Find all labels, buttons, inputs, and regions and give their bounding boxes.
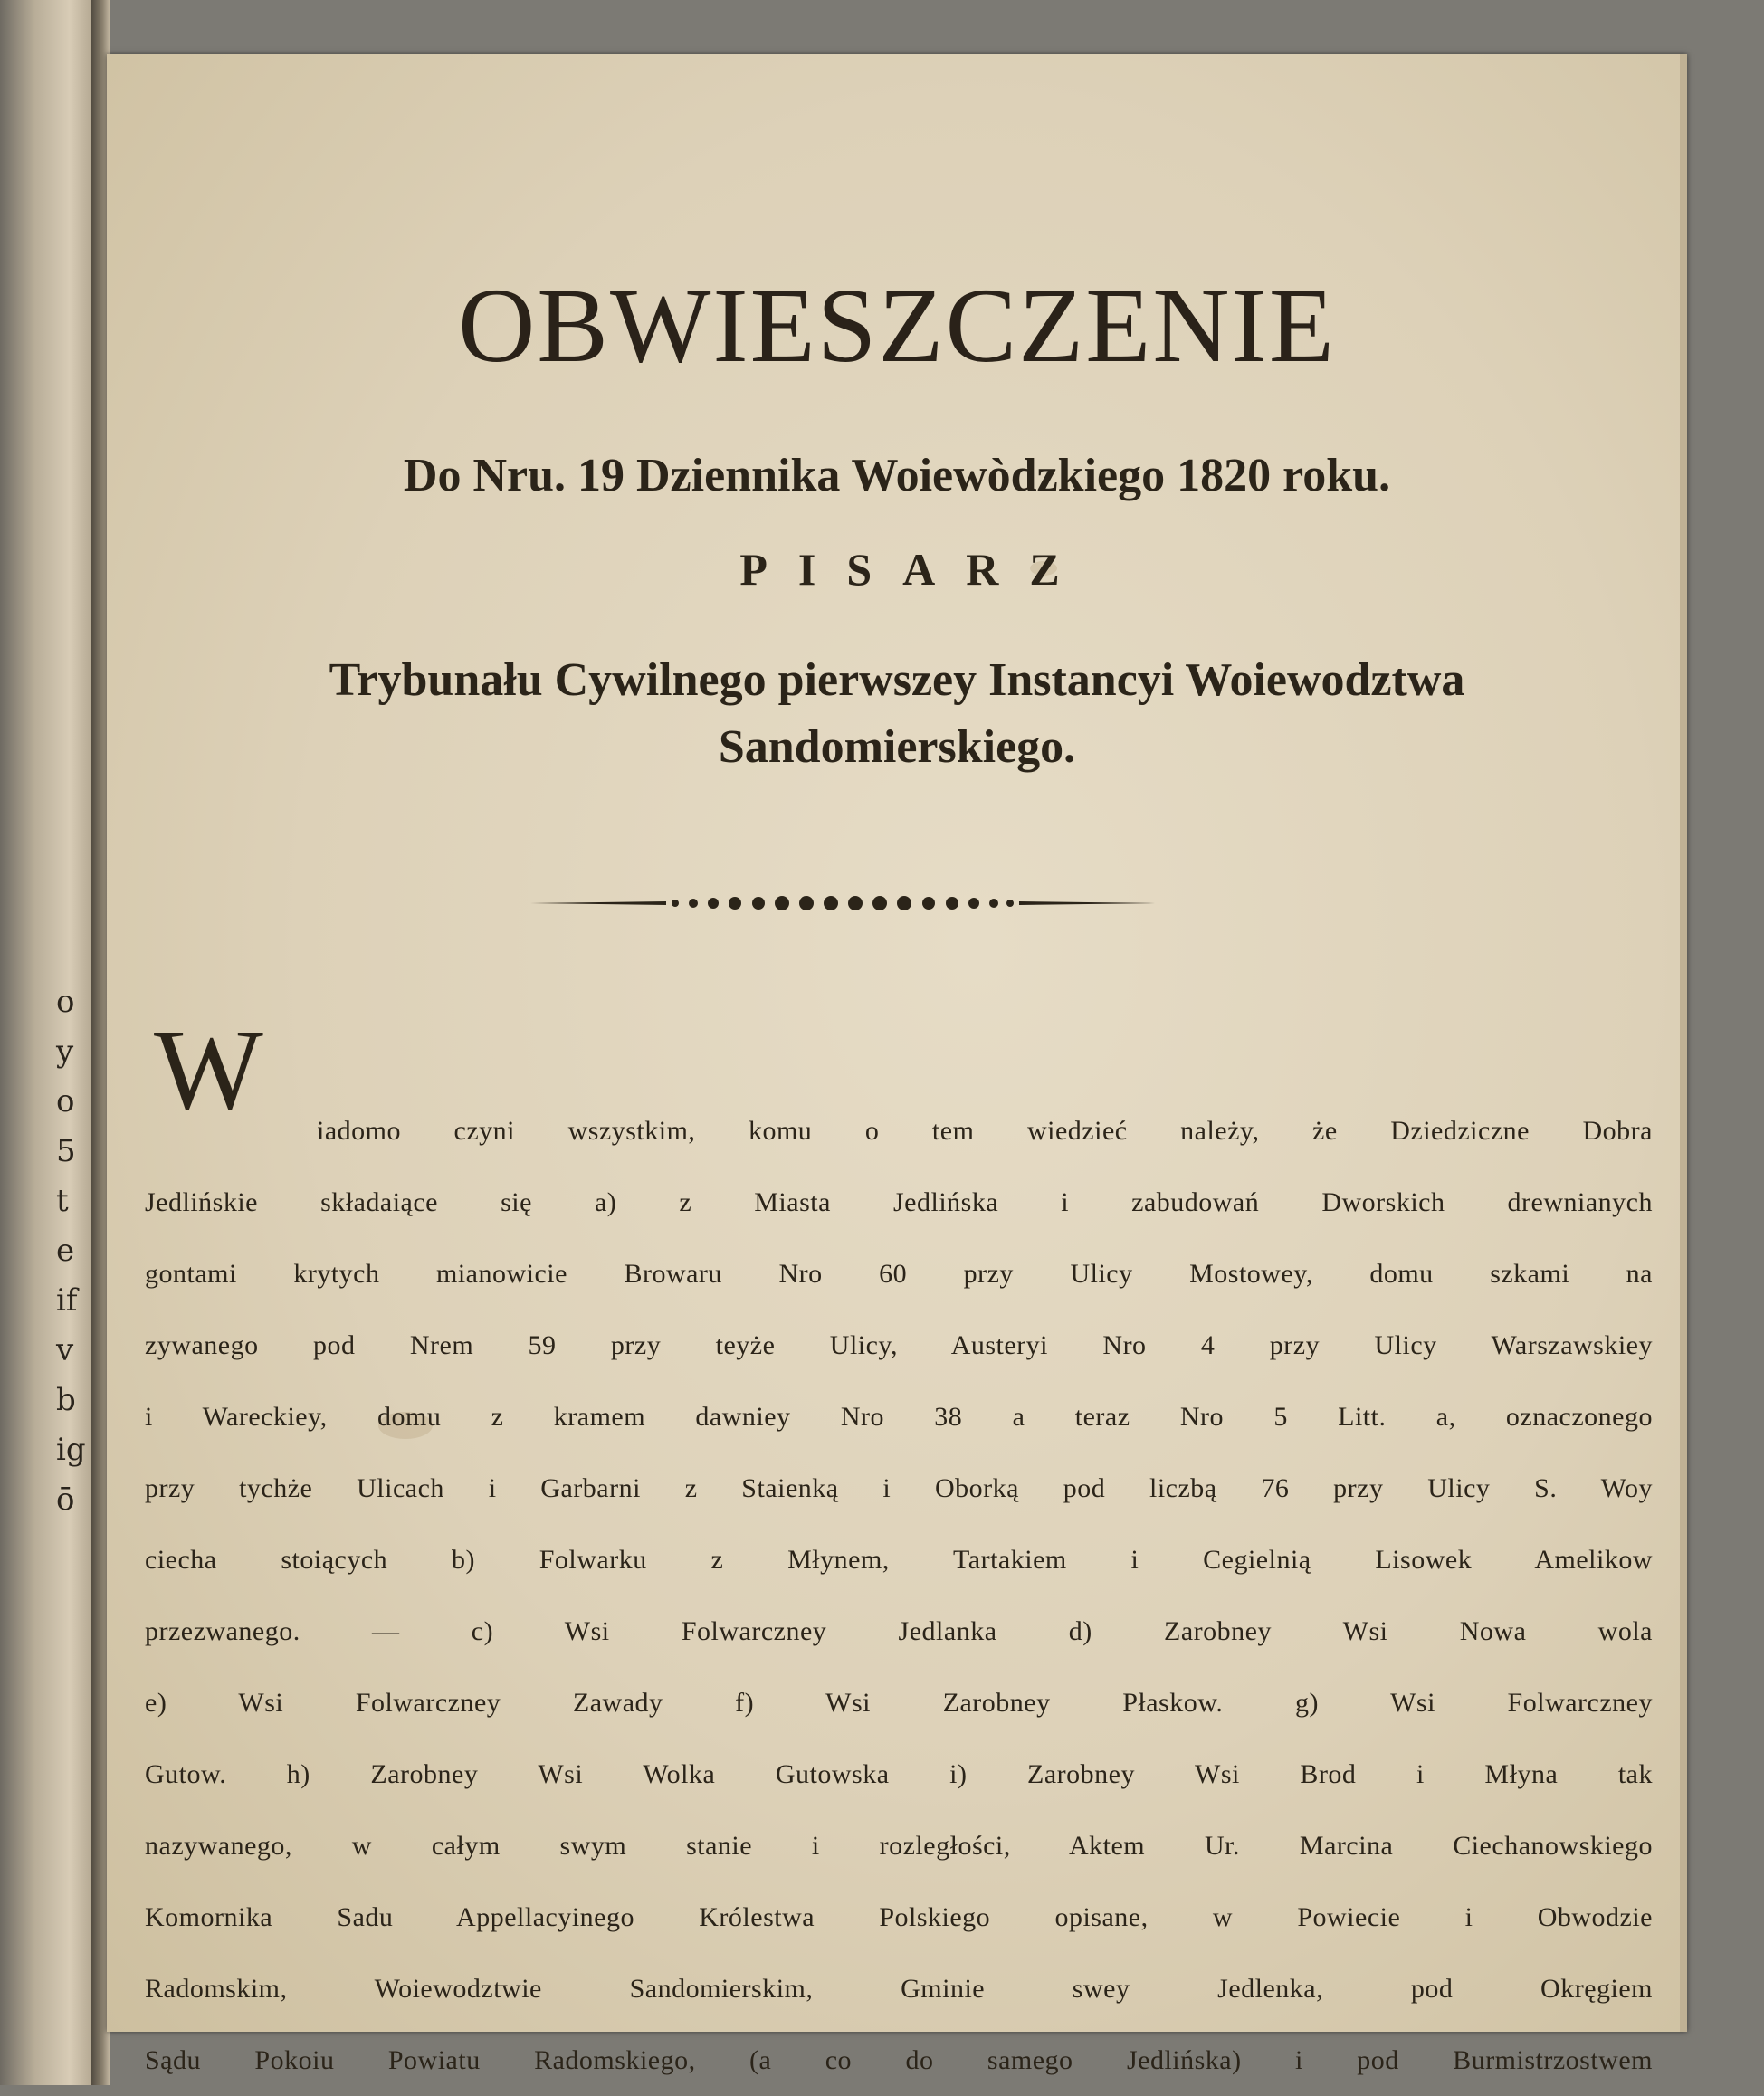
fringe-char: b (56, 1382, 76, 1418)
body-line: ciecha stoiących b) Folwarku z Młynem, Tartakiem i Cegielnią Lisowek Amelikow (145, 1545, 1653, 1575)
body-line: przezwanego. — c) Wsi Folwarczney Jedlanka d) Zarobney Wsi Nowa wola (145, 1616, 1653, 1646)
body-line: i Wareckiey, domu z kramem dawniey Nro 38 a teraz Nro 5 Litt. a, oznaczonego (145, 1402, 1653, 1432)
body-line: e) Wsi Folwarczney Zawady f) Wsi Zarobney Płaskow. g) Wsi Folwarczney (145, 1688, 1653, 1718)
document-heading: PISARZ (739, 544, 1091, 595)
tribunal-line-1: Trybunału Cywilnego pierwszey Instancyi Woiewodztwa (329, 654, 1465, 706)
body-line: Jedlińskie składaiące się a) z Miasta Jedlińska i zabudowań Dworskich drewnianych (145, 1187, 1653, 1217)
body-line: zywanego pod Nrem 59 przy teyże Ulicy, Austeryi Nro 4 przy Ulicy Warszawskiey (145, 1330, 1653, 1360)
ornament-divider (530, 891, 1155, 914)
fringe-char: o (56, 1083, 75, 1119)
tribunal-line-2: Sandomierskiego. (718, 721, 1076, 773)
body-line: Radomskim, Woiewodztwie Sandomierskim, Gminie swey Jedlenka, pod Okręgiem (145, 1974, 1653, 2004)
fringe-char: 5 (56, 1133, 76, 1169)
fringe-char: v (56, 1332, 74, 1368)
body-text (145, 1095, 1653, 2096)
drop-cap-initial: W (154, 1005, 263, 1134)
body-line: Gutow. h) Zarobney Wsi Wolka Gutowska i) Zarobney Wsi Brod i Młyna tak (145, 1759, 1653, 1789)
body-line: iadomo czyni wszystkim, komu o tem wiedzieć należy, że Dziedziczne Dobra (317, 1116, 1653, 1146)
body-line: Komornika Sadu Appellacyinego Królestwa Polskiego opisane, w Powiecie i Obwodzie (145, 1902, 1653, 1932)
fringe-char: t (56, 1183, 69, 1219)
document-title: OBWIESZCZENIE (458, 266, 1336, 385)
tribunal-heading (107, 647, 1687, 781)
fringe-char: o (56, 984, 75, 1020)
body-line: przy tychże Ulicach i Garbarni z Staienką i Oborką pod liczbą 76 przy Ulicy S. Woy (145, 1473, 1653, 1503)
fringe-char: ig (56, 1432, 86, 1468)
document-subtitle: Do Nru. 19 Dziennika Woiewòdzkiego 1820 roku. (403, 450, 1391, 501)
fringe-char: if (56, 1282, 78, 1319)
fringe-char: ō (56, 1481, 75, 1518)
fringe-char: y (56, 1034, 74, 1070)
body-line: nazywanego, w całym swym stanie i rozległości, Aktem Ur. Marcina Ciechanowskiego (145, 1831, 1653, 1861)
left-page-edge (0, 0, 100, 2085)
fringe-char: e (56, 1233, 75, 1269)
document-page (107, 54, 1687, 2075)
body-line: Sądu Pokoiu Powiatu Radomskiego, (a co do samego Jedlińska) i pod Burmistrzostwem (145, 2045, 1653, 2075)
body-line: gontami krytych mianowicie Browaru Nro 60 przy Ulicy Mostowey, domu szkami na (145, 1259, 1653, 1289)
